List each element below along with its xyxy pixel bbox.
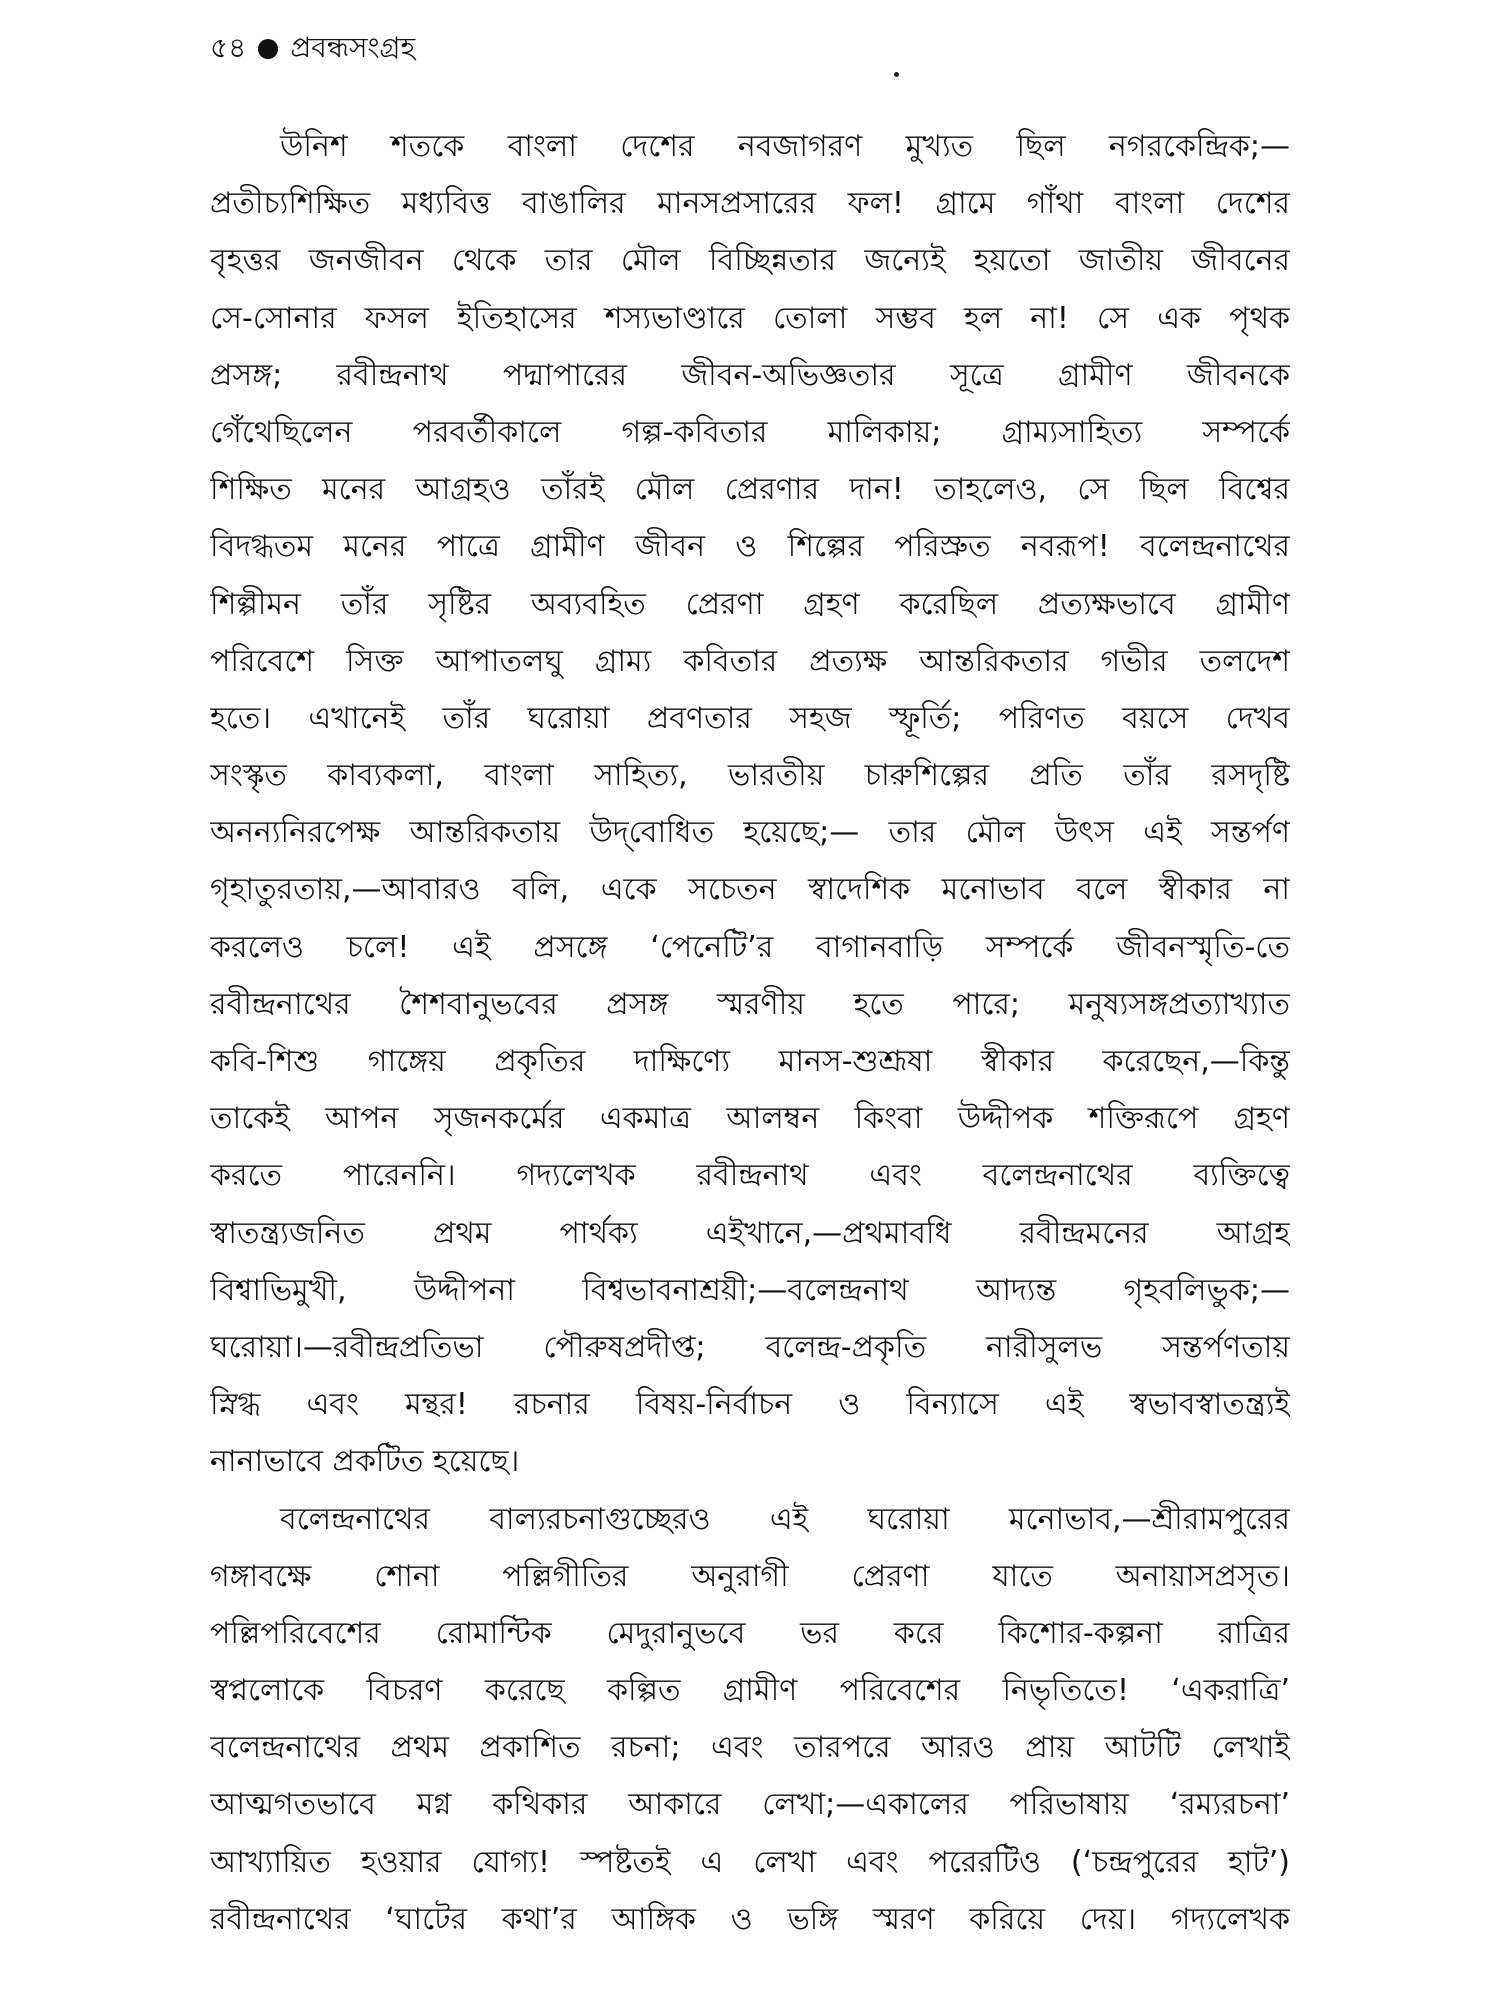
text-line: রবীন্দ্রনাথের ‘ঘাটের কথা’র আঙ্গিক ও ভঙ্গি স্মরণ করিয়ে দেয়। গদ্যলেখক <box>210 1901 1290 1937</box>
text-line: বিশ্বাভিমুখী, উদ্দীপনা বিশ্বভাবনাশ্রয়ী;—বলেন্দ্রনাথ আদ্যন্ত গৃহবলিভুক;— <box>210 1272 1290 1308</box>
text-line: সংস্কৃত কাব্যকলা, বাংলা সাহিত্য, ভারতীয় চারুশিল্পের প্রতি তাঁর রসদৃষ্টি <box>210 758 1290 794</box>
bullet-separator <box>258 39 278 59</box>
text-line: অনন্যনিরপেক্ষ আন্তরিকতায় উদ্‌বোধিত হয়েছে;— তার মৌল উৎস এই সন্তর্পণ <box>210 815 1290 851</box>
text-line: স্বাতন্ত্র্যজনিত প্রথম পার্থক্য এইখানে,—প্রথমাবধি রবীন্দ্রমনের আগ্রহ <box>210 1215 1290 1251</box>
text-line: রবীন্দ্রনাথের শৈশবানুভবের প্রসঙ্গ স্মরণীয় হতে পারে; মনুষ্যসঙ্গপ্রত্যাখ্যাত <box>210 986 1290 1022</box>
text-line: আখ্যায়িত হওয়ার যোগ্য! স্পষ্টতই এ লেখা এবং পরেরটিও (‘চন্দ্রপুরের হাট’) <box>210 1844 1290 1880</box>
text-line: পল্লিপরিবেশের রোমান্টিক মেদুরানুভবে ভর করে কিশোর-কল্পনা রাত্রির <box>210 1615 1290 1651</box>
text-line: নানাভাবে প্রকটিত হয়েছে। <box>210 1444 520 1480</box>
text-line: বলেন্দ্রনাথের বাল্যরচনাগুচ্ছেরও এই ঘরোয়া মনোভাব,—শ্রীরামপুরের <box>280 1501 1290 1537</box>
text-line: ঘরোয়া।—রবীন্দ্রপ্রতিভা পৌরুষপ্রদীপ্ত; বলেন্দ্র-প্রকৃতি নারীসুলভ সন্তর্পণতায় <box>210 1329 1290 1365</box>
text-line: স্নিগ্ধ এবং মন্থর! রচনার বিষয়-নির্বাচন ও বিন্যাসে এই স্বভাবস্বাতন্ত্র্যই <box>210 1387 1290 1423</box>
text-line: বলেন্দ্রনাথের প্রথম প্রকাশিত রচনা; এবং তারপরে আরও প্রায় আটটি লেখাই <box>210 1730 1290 1766</box>
text-line: বৃহত্তর জনজীবন থেকে তার মৌল বিচ্ছিন্নতার জন্যেই হয়তো জাতীয় জীবনের <box>210 243 1290 279</box>
text-line: করলেও চলে! এই প্রসঙ্গে ‘পেনেটি’র বাগানবাড়ি সম্পর্কে জীবনস্মৃতি-তে <box>210 929 1290 965</box>
text-line: উনিশ শতকে বাংলা দেশের নবজাগরণ মুখ্যত ছিল নগরকেন্দ্রিক;— <box>280 129 1290 164</box>
text-line: গঙ্গাবক্ষে শোনা পল্লিগীতির অনুরাগী প্রেরণা যাতে অনায়াসপ্রসৃত। <box>210 1558 1290 1594</box>
text-line: হতে। এখানেই তাঁর ঘরোয়া প্রবণতার সহজ স্ফূর্তি; পরিণত বয়সে দেখব <box>210 700 1290 736</box>
text-line: প্রতীচ্যশিক্ষিত মধ্যবিত্ত বাঙালির মানসপ্রসারের ফল! গ্রামে গাঁথা বাংলা দেশের <box>210 186 1290 222</box>
text-line: কবি-শিশু গাঙ্গেয় প্রকৃতির দাক্ষিণ্যে মানস-শুশ্রূষা স্বীকার করেছেন,—কিন্তু <box>210 1044 1290 1079</box>
text-line: পরিবেশে সিক্ত আপাতলঘু গ্রাম্য কবিতার প্রত্যক্ষ আন্তরিকতার গভীর তলদেশ <box>210 643 1290 679</box>
text-line: প্রসঙ্গ; রবীন্দ্রনাথ পদ্মাপারের জীবন-অভিজ্ঞতার সূত্রে গ্রামীণ জীবনকে <box>210 357 1290 393</box>
text-line: গেঁথেছিলেন পরবর্তীকালে গল্প-কবিতার মালিকায়; গ্রাম্যসাহিত্য সম্পর্কে <box>210 414 1290 450</box>
text-line: গৃহাতুরতায়,—আবারও বলি, একে সচেতন স্বাদেশিক মনোভাব বলে স্বীকার না <box>210 872 1290 908</box>
print-speck <box>894 72 899 77</box>
text-line: স্বপ্নলোকে বিচরণ করেছে কল্পিত গ্রামীণ পরিবেশের নিভৃতিতে! ‘একরাত্রি’ <box>210 1673 1290 1709</box>
text-line: করতে পারেননি। গদ্যলেখক রবীন্দ্রনাথ এবং বলেন্দ্রনাথের ব্যক্তিত্বে <box>210 1158 1290 1194</box>
page-number: ৫৪ <box>210 31 247 64</box>
text-line: বিদগ্ধতম মনের পাত্রে গ্রামীণ জীবন ও শিল্পের পরিস্রুত নবরূপ! বলেন্দ্রনাথের <box>210 529 1290 565</box>
book-title: প্রবন্ধসংগ্রহ <box>290 31 416 64</box>
text-line: শিল্পীমন তাঁর সৃষ্টির অব্যবহিত প্রেরণা গ্রহণ করেছিল প্রত্যক্ষভাবে গ্রামীণ <box>210 586 1290 622</box>
body-text <box>210 118 1290 1948</box>
text-line: আত্মগতভাবে মগ্ন কথিকার আকারে লেখা;—একালের পরিভাষায় ‘রম্যরচনা’ <box>210 1787 1290 1823</box>
text-line: শিক্ষিত মনের আগ্রহও তাঁরই মৌল প্রেরণার দান! তাহলেও, সে ছিল বিশ্বের <box>210 472 1290 508</box>
running-head <box>210 28 415 68</box>
text-line: তাকেই আপন সৃজনকর্মের একমাত্র আলম্বন কিংবা উদ্দীপক শক্তিরূপে গ্রহণ <box>210 1101 1290 1137</box>
text-line: সে-সোনার ফসল ইতিহাসের শস্যভাণ্ডারে তোলা সম্ভব হল না! সে এক পৃথক <box>210 300 1290 336</box>
